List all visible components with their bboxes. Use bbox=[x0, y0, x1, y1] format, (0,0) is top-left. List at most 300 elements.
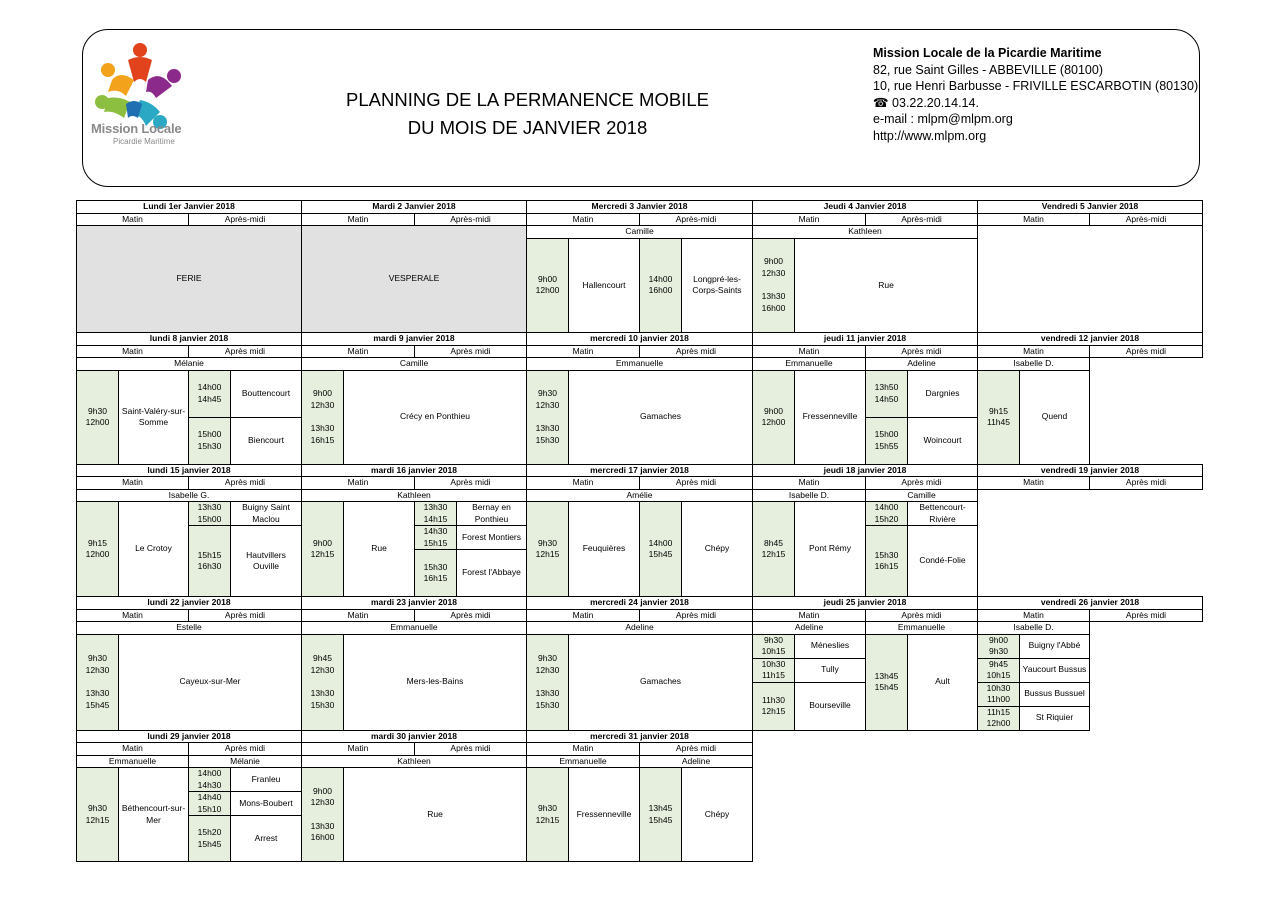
time-end: 12h30 bbox=[761, 267, 786, 278]
day-header: jeudi 18 janvier 2018 bbox=[753, 464, 978, 477]
person-name: Emmanuelle bbox=[527, 358, 753, 371]
session-matin: Matin bbox=[753, 213, 866, 226]
planning-table bbox=[76, 200, 1203, 862]
session-matin: Matin bbox=[527, 743, 640, 756]
session-apres-midi: Après-midi bbox=[415, 213, 527, 226]
location: Biencourt bbox=[231, 417, 302, 464]
time-slot bbox=[302, 370, 344, 464]
time-slot bbox=[640, 768, 682, 862]
person-name: Adeline bbox=[753, 622, 866, 635]
week1-day-headers bbox=[77, 201, 1203, 214]
week2-slots-top bbox=[77, 370, 1203, 417]
week2-person-row bbox=[77, 358, 1203, 371]
location: Arrest bbox=[231, 816, 302, 862]
person-name: Kathleen bbox=[753, 226, 978, 239]
contact-phone: ☎ 03.22.20.14.14. bbox=[873, 95, 979, 110]
time-start: 13h30 bbox=[310, 423, 335, 433]
location: Tully bbox=[795, 658, 866, 682]
time-start: 15h00 bbox=[874, 429, 899, 439]
session-matin: Matin bbox=[978, 213, 1090, 226]
time-start: 11h30 bbox=[761, 694, 785, 705]
time-slot bbox=[527, 634, 569, 730]
contact-org: Mission Locale de la Picardie Maritime bbox=[873, 46, 1102, 60]
time-end: 14h15 bbox=[423, 513, 448, 524]
time-start: 9h30 bbox=[764, 634, 783, 645]
session-matin: Matin bbox=[77, 213, 189, 226]
person-name: Emmanuelle bbox=[527, 755, 640, 768]
location: Ault bbox=[908, 634, 978, 730]
contact-block bbox=[873, 45, 1198, 145]
time-end: 11h15 bbox=[761, 670, 785, 680]
location: Mons-Boubert bbox=[231, 792, 302, 816]
person-name: Isabelle D. bbox=[753, 489, 866, 502]
time-slot bbox=[978, 706, 1020, 730]
person-name: Emmanuelle bbox=[302, 622, 527, 635]
session-apres-midi: Après midi bbox=[415, 477, 527, 490]
person-name: Adeline bbox=[527, 622, 753, 635]
time-start: 9h30 bbox=[88, 405, 107, 416]
session-apres-midi: Après midi bbox=[640, 477, 753, 490]
time-start: 9h00 bbox=[538, 273, 557, 284]
time-start: 13h30 bbox=[761, 291, 786, 302]
time-start: 10h30 bbox=[761, 658, 786, 669]
location: Rue bbox=[795, 238, 978, 332]
session-apres-midi: Après midi bbox=[866, 477, 978, 490]
time-end: 15h10 bbox=[197, 803, 222, 814]
location: Béthencourt-sur-Mer bbox=[119, 768, 189, 862]
time-end: 15h20 bbox=[874, 513, 899, 524]
session-apres-midi: Après midi bbox=[866, 609, 978, 622]
time-slot bbox=[866, 502, 908, 526]
location: Feuquières bbox=[569, 502, 640, 597]
time-start: 9h30 bbox=[88, 803, 107, 813]
session-apres-midi: Après midi bbox=[640, 345, 753, 358]
time-slot bbox=[189, 792, 231, 816]
time-end: 12h00 bbox=[986, 718, 1011, 728]
person-name: Isabelle G. bbox=[77, 489, 302, 502]
day-header: Lundi 1er Janvier 2018 bbox=[77, 201, 302, 214]
day-header: vendredi 19 janvier 2018 bbox=[978, 464, 1203, 477]
time-start: 14h00 bbox=[197, 382, 222, 392]
day-header: Mardi 2 Janvier 2018 bbox=[302, 201, 527, 214]
time-end: 10h15 bbox=[761, 646, 786, 656]
location: Mers-les-Bains bbox=[344, 634, 527, 730]
time-slot bbox=[753, 634, 795, 658]
time-end: 12h15 bbox=[761, 706, 786, 716]
time-start: 13h45 bbox=[648, 803, 673, 813]
session-apres-midi: Après-midi bbox=[1090, 213, 1203, 226]
time-start: 9h00 bbox=[764, 405, 783, 416]
location: Forest Montiers bbox=[457, 526, 527, 550]
time-end: 15h55 bbox=[874, 440, 899, 451]
time-end: 12h30 bbox=[310, 664, 335, 675]
time-end: 11h00 bbox=[986, 694, 1010, 704]
session-matin: Matin bbox=[77, 609, 189, 622]
time-slot bbox=[77, 502, 119, 597]
time-slot bbox=[527, 238, 569, 332]
week4-day-headers bbox=[77, 597, 1203, 610]
person-name: Camille bbox=[866, 489, 978, 502]
time-start: 13h30 bbox=[310, 820, 335, 831]
time-end: 10h15 bbox=[986, 670, 1011, 680]
logo-subtitle: Picardie Maritime bbox=[113, 137, 175, 146]
time-slot bbox=[415, 502, 457, 526]
week2-session-headers bbox=[77, 345, 1203, 358]
session-apres-midi: Après midi bbox=[640, 609, 753, 622]
time-start: 13h45 bbox=[874, 670, 899, 681]
session-apres-midi: Après-midi bbox=[189, 213, 302, 226]
location: Franleu bbox=[231, 768, 302, 792]
time-start: 14h00 bbox=[648, 273, 673, 284]
session-apres-midi: Après midi bbox=[866, 345, 978, 358]
person-name: Amélie bbox=[527, 489, 753, 502]
time-slot bbox=[302, 634, 344, 730]
person-name: Isabelle D. bbox=[978, 358, 1090, 371]
location: Bouttencourt bbox=[231, 370, 302, 417]
session-matin: Matin bbox=[527, 477, 640, 490]
day-header: lundi 15 janvier 2018 bbox=[77, 464, 302, 477]
session-apres-midi: Après midi bbox=[1090, 345, 1203, 358]
session-matin: Matin bbox=[77, 477, 189, 490]
time-end: 16h30 bbox=[197, 561, 222, 571]
location: Bussus Bussuel bbox=[1020, 682, 1090, 706]
location: Saint-Valéry-sur-Somme bbox=[119, 370, 189, 464]
session-matin: Matin bbox=[978, 477, 1090, 490]
location: Hautvillers Ouville bbox=[231, 526, 302, 597]
week2-day-headers bbox=[77, 333, 1203, 346]
time-slot bbox=[640, 238, 682, 332]
title-line-2: DU MOIS DE JANVIER 2018 bbox=[407, 117, 648, 138]
time-end: 12h15 bbox=[761, 549, 786, 559]
time-slot bbox=[415, 550, 457, 597]
time-slot bbox=[189, 768, 231, 792]
day-header: lundi 29 janvier 2018 bbox=[77, 730, 302, 743]
time-slot bbox=[753, 658, 795, 682]
session-matin: Matin bbox=[753, 477, 866, 490]
location: Condé-Folie bbox=[908, 526, 978, 597]
contact-address-1: 82, rue Saint Gilles - ABBEVILLE (80100) bbox=[873, 62, 1103, 77]
time-slot bbox=[866, 526, 908, 597]
time-end: 12h00 bbox=[85, 417, 110, 427]
time-slot bbox=[640, 502, 682, 597]
page-title bbox=[300, 86, 755, 142]
location: Cayeux-sur-Mer bbox=[119, 634, 302, 730]
time-start: 14h00 bbox=[197, 768, 222, 778]
session-matin: Matin bbox=[978, 345, 1090, 358]
person-name: Isabelle D. bbox=[978, 622, 1090, 635]
session-matin: Matin bbox=[302, 477, 415, 490]
location: Rue bbox=[344, 502, 415, 597]
time-end: 15h45 bbox=[85, 699, 110, 710]
time-start: 9h15 bbox=[989, 405, 1008, 416]
time-end: 14h30 bbox=[197, 779, 222, 790]
time-start: 9h30 bbox=[538, 653, 557, 663]
day-header: vendredi 12 janvier 2018 bbox=[978, 333, 1203, 346]
time-slot bbox=[753, 370, 795, 464]
time-end: 12h00 bbox=[85, 549, 110, 559]
session-apres-midi: Après midi bbox=[1090, 477, 1203, 490]
time-start: 13h30 bbox=[85, 688, 110, 698]
time-start: 13h30 bbox=[197, 502, 222, 512]
holiday-cell: FERIE bbox=[77, 226, 302, 333]
time-start: 15h20 bbox=[197, 827, 222, 837]
time-slot bbox=[189, 417, 231, 464]
time-start: 13h30 bbox=[535, 688, 560, 698]
empty-area bbox=[753, 730, 1203, 862]
session-matin: Matin bbox=[753, 609, 866, 622]
day-header: mercredi 17 janvier 2018 bbox=[527, 464, 753, 477]
day-header: lundi 8 janvier 2018 bbox=[77, 333, 302, 346]
location: Forest l'Abbaye bbox=[457, 550, 527, 597]
week1-person-row bbox=[77, 226, 1203, 239]
time-start: 9h00 bbox=[989, 634, 1008, 645]
day-header: Jeudi 4 Janvier 2018 bbox=[753, 201, 978, 214]
day-header: mercredi 24 janvier 2018 bbox=[527, 597, 753, 610]
time-end: 15h00 bbox=[197, 513, 222, 524]
time-end: 12h30 bbox=[85, 664, 110, 675]
time-start: 9h30 bbox=[538, 803, 557, 813]
location: Dargnies bbox=[908, 370, 978, 417]
person-name: Adeline bbox=[640, 755, 753, 768]
empty-cell bbox=[1090, 622, 1203, 731]
time-start: 9h45 bbox=[313, 653, 332, 663]
location: Quend bbox=[1020, 370, 1090, 464]
person-name: Kathleen bbox=[302, 755, 527, 768]
location: Buigny l'Abbé bbox=[1020, 634, 1090, 658]
location: Yaucourt Bussus bbox=[1020, 658, 1090, 682]
time-start: 9h45 bbox=[989, 658, 1008, 669]
day-header: jeudi 25 janvier 2018 bbox=[753, 597, 978, 610]
time-start: 9h30 bbox=[538, 388, 557, 398]
session-apres-midi: Après midi bbox=[415, 345, 527, 358]
time-slot bbox=[978, 658, 1020, 682]
location: Méneslies bbox=[795, 634, 866, 658]
time-start: 11h15 bbox=[986, 706, 1010, 717]
week3-day-headers bbox=[77, 464, 1203, 477]
time-slot bbox=[978, 370, 1020, 464]
day-header: Mercredi 3 Janvier 2018 bbox=[527, 201, 753, 214]
time-end: 16h00 bbox=[648, 285, 673, 296]
location: Fressenneville bbox=[569, 768, 640, 862]
day-header: mardi 30 janvier 2018 bbox=[302, 730, 527, 743]
time-start: 9h30 bbox=[88, 653, 107, 663]
session-matin: Matin bbox=[302, 345, 415, 358]
week5-day-headers bbox=[77, 730, 1203, 743]
time-start: 15h15 bbox=[197, 549, 222, 560]
person-name: Mélanie bbox=[189, 755, 302, 768]
time-start: 14h40 bbox=[197, 792, 222, 802]
time-end: 16h15 bbox=[874, 561, 899, 571]
time-slot bbox=[189, 816, 231, 862]
time-slot bbox=[77, 370, 119, 464]
day-header: Vendredi 5 Janvier 2018 bbox=[978, 201, 1203, 214]
time-start: 10h30 bbox=[986, 682, 1011, 693]
time-end: 12h15 bbox=[310, 549, 335, 559]
person-name: Emmanuelle bbox=[753, 358, 866, 371]
time-start: 9h00 bbox=[313, 537, 332, 548]
time-end: 16h00 bbox=[761, 302, 786, 313]
time-end: 14h45 bbox=[197, 393, 222, 404]
location: Woincourt bbox=[908, 417, 978, 464]
time-end: 15h45 bbox=[648, 814, 673, 825]
time-slot bbox=[77, 634, 119, 730]
time-slot bbox=[189, 502, 231, 526]
time-slot bbox=[753, 502, 795, 597]
day-header: mardi 23 janvier 2018 bbox=[302, 597, 527, 610]
day-header: mardi 9 janvier 2018 bbox=[302, 333, 527, 346]
location: Chépy bbox=[682, 502, 753, 597]
location: St Riquier bbox=[1020, 706, 1090, 730]
week1-session-headers bbox=[77, 213, 1203, 226]
week4-person-row bbox=[77, 622, 1203, 635]
session-apres-midi: Après-midi bbox=[866, 213, 978, 226]
time-start: 14h00 bbox=[648, 537, 673, 548]
time-end: 15h45 bbox=[648, 549, 673, 559]
time-end: 12h30 bbox=[310, 797, 335, 807]
location: Le Crotoy bbox=[119, 502, 189, 597]
session-apres-midi: Après midi bbox=[1090, 609, 1203, 622]
location: Rue bbox=[344, 768, 527, 862]
session-apres-midi: Après midi bbox=[189, 743, 302, 756]
time-start: 9h00 bbox=[313, 785, 332, 796]
time-start: 14h30 bbox=[423, 526, 448, 536]
session-matin: Matin bbox=[302, 743, 415, 756]
time-end: 12h30 bbox=[535, 399, 560, 410]
session-apres-midi: Après midi bbox=[415, 609, 527, 622]
time-start: 13h50 bbox=[874, 382, 899, 392]
location: Crécy en Ponthieu bbox=[344, 370, 527, 464]
time-slot bbox=[189, 526, 231, 597]
person-name: Camille bbox=[527, 226, 753, 239]
session-apres-midi: Après midi bbox=[640, 743, 753, 756]
logo-title: Mission Locale bbox=[91, 121, 182, 136]
session-matin: Matin bbox=[77, 345, 189, 358]
time-start: 9h00 bbox=[313, 388, 332, 398]
week3-person-row bbox=[77, 489, 1203, 502]
day-header: vendredi 26 janvier 2018 bbox=[978, 597, 1203, 610]
time-start: 15h00 bbox=[197, 429, 222, 439]
time-end: 9h30 bbox=[989, 646, 1008, 656]
time-start: 14h00 bbox=[874, 502, 899, 512]
person-name: Camille bbox=[302, 358, 527, 371]
time-end: 15h15 bbox=[423, 537, 448, 548]
time-slot bbox=[753, 682, 795, 730]
day-header: mercredi 31 janvier 2018 bbox=[527, 730, 753, 743]
time-end: 16h00 bbox=[310, 832, 335, 842]
time-end: 12h15 bbox=[85, 814, 110, 825]
time-end: 15h30 bbox=[535, 699, 560, 710]
location: Gamaches bbox=[569, 634, 753, 730]
day-header: mercredi 10 janvier 2018 bbox=[527, 333, 753, 346]
person-name: Adeline bbox=[866, 358, 978, 371]
time-end: 12h15 bbox=[535, 549, 560, 559]
time-end: 15h30 bbox=[310, 699, 335, 710]
empty-cell bbox=[978, 489, 1203, 597]
session-apres-midi: Après-midi bbox=[640, 213, 753, 226]
empty-cell bbox=[978, 226, 1203, 333]
person-name: Emmanuelle bbox=[77, 755, 189, 768]
location: Hallencourt bbox=[569, 238, 640, 332]
session-matin: Matin bbox=[302, 609, 415, 622]
time-end: 12h30 bbox=[310, 399, 335, 410]
location: Gamaches bbox=[569, 370, 753, 464]
session-matin: Matin bbox=[527, 345, 640, 358]
person-name: Kathleen bbox=[302, 489, 527, 502]
day-header: jeudi 11 janvier 2018 bbox=[753, 333, 978, 346]
day-header: mardi 16 janvier 2018 bbox=[302, 464, 527, 477]
location: Buigny Saint Maclou bbox=[231, 502, 302, 526]
time-end: 12h00 bbox=[535, 285, 560, 296]
empty-cell bbox=[1090, 358, 1203, 465]
person-name: Emmanuelle bbox=[866, 622, 978, 635]
location: Bettencourt-Rivière bbox=[908, 502, 978, 526]
session-matin: Matin bbox=[527, 609, 640, 622]
time-slot bbox=[77, 768, 119, 862]
week3-session-headers bbox=[77, 477, 1203, 490]
time-slot bbox=[527, 768, 569, 862]
location: Pont Rémy bbox=[795, 502, 866, 597]
session-matin: Matin bbox=[302, 213, 415, 226]
vesperale-cell: VESPERALE bbox=[302, 226, 527, 333]
time-start: 15h30 bbox=[874, 549, 899, 560]
location: Bernay en Ponthieu bbox=[457, 502, 527, 526]
time-start: 13h30 bbox=[310, 688, 335, 698]
session-matin: Matin bbox=[527, 213, 640, 226]
session-apres-midi: Après midi bbox=[189, 609, 302, 622]
session-matin: Matin bbox=[753, 345, 866, 358]
time-end: 16h15 bbox=[423, 573, 448, 583]
time-slot bbox=[527, 502, 569, 597]
time-end: 15h30 bbox=[535, 434, 560, 445]
contact-website: http://www.mlpm.org bbox=[873, 128, 987, 143]
location: Fressenneville bbox=[795, 370, 866, 464]
day-header: lundi 22 janvier 2018 bbox=[77, 597, 302, 610]
time-start: 13h30 bbox=[423, 502, 448, 512]
time-end: 12h15 bbox=[535, 814, 560, 825]
time-start: 8h45 bbox=[764, 537, 783, 548]
time-end: 11h45 bbox=[986, 417, 1010, 427]
time-slot bbox=[302, 502, 344, 597]
time-end: 14h50 bbox=[874, 393, 899, 404]
time-start: 15h30 bbox=[423, 561, 448, 572]
time-slot bbox=[753, 238, 795, 332]
time-start: 13h30 bbox=[535, 423, 560, 433]
session-matin: Matin bbox=[77, 743, 189, 756]
time-slot bbox=[302, 768, 344, 862]
time-end: 16h15 bbox=[310, 434, 335, 445]
time-end: 15h45 bbox=[874, 682, 899, 692]
title-line-1: PLANNING DE LA PERMANENCE MOBILE bbox=[346, 89, 709, 110]
contact-email: e-mail : mlpm@mlpm.org bbox=[873, 112, 1013, 127]
time-slot bbox=[189, 370, 231, 417]
week4-slots-r1 bbox=[77, 634, 1203, 658]
session-apres-midi: Après midi bbox=[189, 345, 302, 358]
location: Chépy bbox=[682, 768, 753, 862]
time-end: 15h30 bbox=[197, 440, 222, 451]
time-start: 9h15 bbox=[88, 537, 107, 548]
time-slot bbox=[866, 417, 908, 464]
contact-address-2: 10, rue Henri Barbusse - FRIVILLE ESCARBOTIN (80130) bbox=[873, 79, 1199, 94]
time-slot bbox=[978, 682, 1020, 706]
time-start: 9h00 bbox=[764, 256, 783, 267]
time-end: 12h00 bbox=[761, 417, 786, 427]
week4-session-headers bbox=[77, 609, 1203, 622]
time-start: 9h30 bbox=[538, 537, 557, 548]
location: Bourseville bbox=[795, 682, 866, 730]
person-name: Estelle bbox=[77, 622, 302, 635]
session-apres-midi: Après midi bbox=[189, 477, 302, 490]
time-slot bbox=[415, 526, 457, 550]
